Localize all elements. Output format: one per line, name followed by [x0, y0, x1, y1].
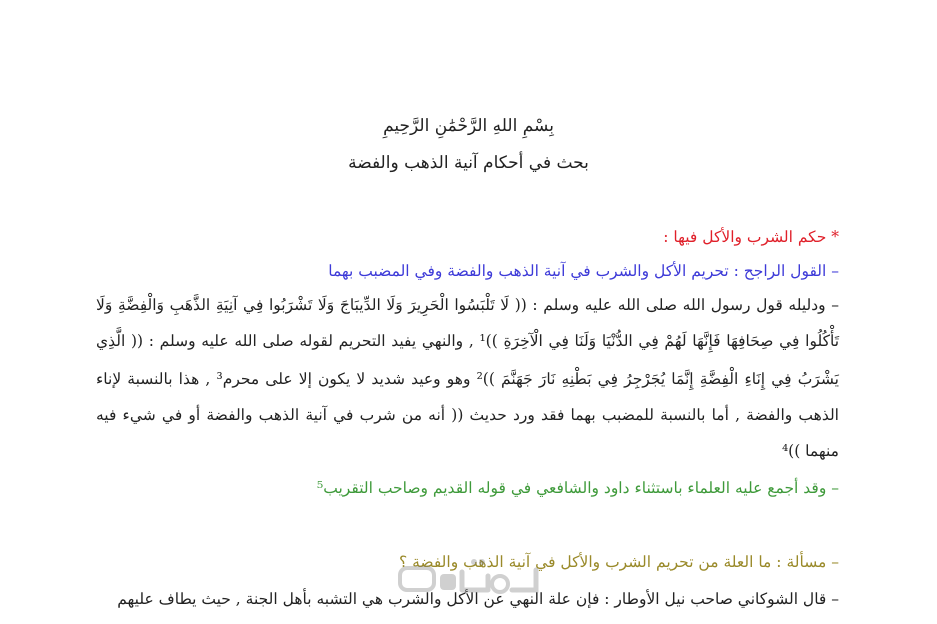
- preferred-opinion: – القول الراجح : تحريم الأكل والشرب في آنية الذهب والفضة وفي المضبب بهما: [328, 262, 839, 280]
- basmala: بِسْمِ اللهِ الرَّحْمَٰنِ الرَّحِيمِ: [383, 116, 554, 136]
- consensus-line: – وقد أجمع عليه العلماء باستثناء داود والشافعي في قوله القديم وصاحب التقريب⁵: [317, 479, 839, 497]
- evidence-line-1: – ودليله قول رسول الله صلى الله عليه وسلم : (( لَا تَلْبَسُوا الْحَرِيرَ وَلَا الدِّيبَاجَ وَلَا تَشْرَبُوا فِي آنِيَةِ الذَّهَبِ وَالْفِضَّةِ وَلَا: [96, 296, 839, 314]
- evidence-line-4: الذهب والفضة , أما بالنسبة للمضبب بهما فقد ورد حديث (( أنه من شرب في آنية الذهب والفضة أو في شيء فيه: [96, 406, 839, 424]
- answer-line: – قال الشوكاني صاحب نيل الأوطار : فإن علة النهي عن الأكل والشرب هي التشبه بأهل الجنة , حيث يطاف عليهم: [117, 590, 839, 608]
- question-line: – مسألة : ما العلة من تحريم الشرب والأكل في آنية الذهب والفضة ؟: [398, 553, 839, 571]
- section-heading: * حكم الشرب والأكل فيها :: [663, 228, 839, 246]
- document-title: بحث في أحكام آنية الذهب والفضة: [348, 153, 589, 173]
- evidence-line-5: منهما ))⁴: [781, 442, 839, 460]
- evidence-line-3: يَشْرَبُ فِي إِنَاءِ الْفِضَّةِ إِنَّمَا يُجَرْجِرُ فِي بَطْنِهِ نَارَ جَهَنَّمَ ))² وهو وعيد شديد لا يكون إلا على محرم³ , هذا بالنسبة لإناء: [96, 370, 839, 388]
- evidence-line-2: تَأْكُلُوا فِي صِحَافِهَا فَإِنَّهَا لَهُمْ فِي الدُّنْيَا وَلَنَا فِي الْآخِرَةِ ))¹ , والنهي يفيد التحريم لقوله صلى الله عليه وسلم : (( الَّذِي: [96, 332, 840, 350]
